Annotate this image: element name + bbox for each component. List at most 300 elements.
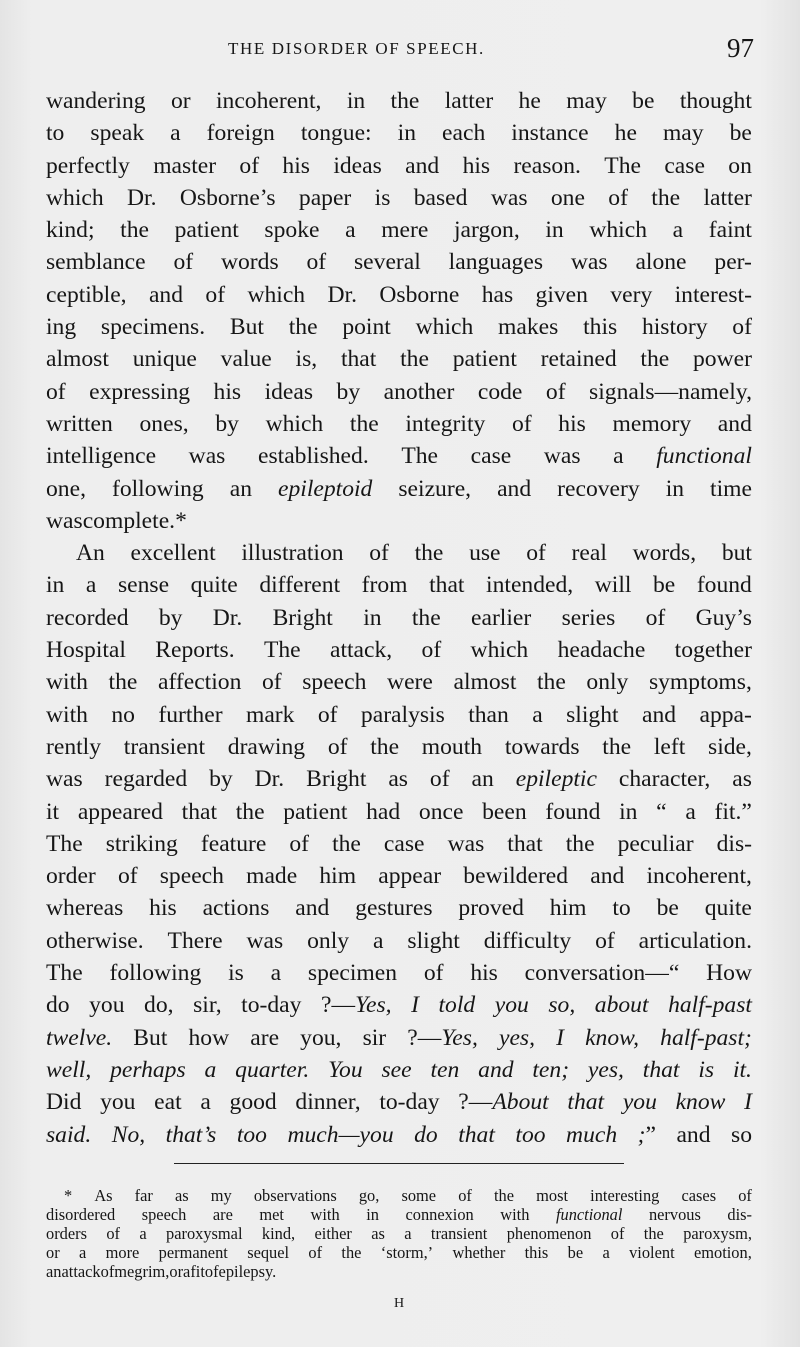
footnote-line xyxy=(46,1205,752,1224)
word: perhaps xyxy=(110,1056,186,1083)
text-line xyxy=(46,699,752,731)
word: excellent xyxy=(130,540,216,567)
word: of xyxy=(261,669,282,696)
word: words xyxy=(220,249,279,276)
word: ;” xyxy=(637,1121,656,1148)
word: Dr. xyxy=(127,184,157,211)
word: the xyxy=(602,733,632,760)
word: wandering xyxy=(46,88,146,114)
word: and xyxy=(148,281,184,308)
text-line xyxy=(46,828,752,860)
word: speech xyxy=(141,1205,187,1224)
word: an xyxy=(46,1262,62,1281)
word: drawing xyxy=(227,733,306,760)
word: Osborne’s xyxy=(179,184,276,211)
word: Bright xyxy=(306,766,367,793)
word: and xyxy=(405,152,440,179)
word: of xyxy=(738,1186,752,1205)
word: disordered xyxy=(46,1205,116,1224)
word: which xyxy=(470,637,529,664)
word: bewildered xyxy=(463,863,569,890)
word: which xyxy=(265,410,324,437)
word: headache xyxy=(557,637,646,664)
text-line xyxy=(46,473,752,505)
word: in xyxy=(397,120,417,147)
word: yes, xyxy=(498,1024,535,1051)
word: megrim, xyxy=(114,1262,170,1281)
text-line xyxy=(46,537,752,569)
word: regarded xyxy=(104,766,188,793)
word: side, xyxy=(708,733,752,760)
word: is xyxy=(698,1056,715,1083)
word: more xyxy=(105,1243,140,1262)
text-line xyxy=(46,602,752,634)
word: sequel xyxy=(247,1243,290,1262)
word: that xyxy=(567,1089,605,1116)
word: tongue: xyxy=(300,120,372,147)
word: you xyxy=(89,992,125,1019)
word: know, xyxy=(585,1024,640,1051)
word: in xyxy=(366,1205,379,1224)
word: the xyxy=(400,346,429,373)
word: you xyxy=(622,1089,657,1116)
word: whether xyxy=(452,1243,506,1262)
word: signals—namely, xyxy=(589,378,752,405)
text-line xyxy=(46,246,752,278)
word: latter xyxy=(703,184,752,211)
word: and xyxy=(641,701,677,728)
word: which xyxy=(589,217,648,244)
word: functional xyxy=(555,1205,623,1224)
word: kind; xyxy=(46,217,95,244)
word: case xyxy=(664,152,705,179)
text-line xyxy=(46,860,752,892)
word: thought xyxy=(679,88,752,114)
text-line xyxy=(46,150,752,182)
word: ten; xyxy=(532,1056,570,1083)
word: of xyxy=(458,1186,472,1205)
word: said. xyxy=(46,1121,92,1148)
word: emotion, xyxy=(693,1243,752,1262)
word: of xyxy=(289,830,310,857)
word: or xyxy=(169,1262,184,1281)
word: do xyxy=(414,1121,438,1148)
text-line xyxy=(46,1054,752,1086)
word: had xyxy=(366,798,401,825)
word: epilepsy. xyxy=(218,1262,277,1281)
word: interesting xyxy=(590,1186,660,1205)
word: a xyxy=(270,960,282,987)
word: per- xyxy=(714,249,752,276)
word: once xyxy=(418,798,464,825)
word: mouth xyxy=(421,733,483,760)
word: ?—Yes, xyxy=(320,992,392,1019)
word: do xyxy=(46,992,70,1019)
word: as xyxy=(388,766,408,793)
word: Did xyxy=(46,1089,82,1116)
word: each xyxy=(442,120,486,147)
word: jargon, xyxy=(453,217,520,244)
word: a xyxy=(183,1262,191,1281)
word: different xyxy=(259,572,341,599)
footnote xyxy=(46,1186,752,1281)
word: with xyxy=(310,1205,340,1224)
word: languages xyxy=(448,249,544,276)
word: how xyxy=(188,1024,230,1051)
word: a xyxy=(372,927,384,954)
word: ing xyxy=(46,314,77,341)
word: by xyxy=(215,410,239,437)
word: only xyxy=(307,927,350,954)
word: and xyxy=(478,1056,514,1083)
word: of xyxy=(308,1243,323,1262)
word: which xyxy=(415,314,474,341)
word: ?—About xyxy=(458,1089,549,1116)
word: patient xyxy=(174,217,239,244)
word: The xyxy=(401,443,439,470)
word: ceptible, xyxy=(46,281,127,308)
word: no xyxy=(111,701,135,728)
word: half-past xyxy=(668,992,752,1019)
word: were xyxy=(387,669,433,696)
word: power xyxy=(693,346,752,373)
word: specimens. xyxy=(100,314,206,341)
word: much xyxy=(566,1121,618,1148)
word: symptoms, xyxy=(648,669,752,696)
word: which xyxy=(46,184,104,211)
text-line xyxy=(46,666,752,698)
text-line xyxy=(46,1119,752,1151)
word: permanent xyxy=(158,1243,228,1262)
word: left xyxy=(653,733,686,760)
word: latter xyxy=(444,88,494,114)
word: the xyxy=(536,669,566,696)
text-line xyxy=(46,440,752,472)
word: was xyxy=(46,507,83,534)
word: my xyxy=(210,1186,232,1205)
word: the xyxy=(411,604,441,631)
word: the xyxy=(640,346,670,373)
text-line xyxy=(46,214,752,246)
page-header xyxy=(46,33,754,76)
word: slight xyxy=(566,701,619,728)
word: to-day xyxy=(379,1089,440,1116)
word: in xyxy=(363,604,382,631)
word: patient xyxy=(452,346,517,373)
word: to xyxy=(612,895,631,922)
word: feature xyxy=(200,830,267,857)
text-line xyxy=(46,569,752,601)
word: striking xyxy=(105,830,178,857)
word: that xyxy=(340,346,377,373)
word: of xyxy=(645,604,666,631)
text-line xyxy=(46,925,752,957)
word: was xyxy=(570,249,608,276)
word: the xyxy=(390,88,420,114)
word: kind, xyxy=(261,1224,296,1243)
word: the xyxy=(349,410,379,437)
word: is xyxy=(374,184,391,211)
word: As xyxy=(94,1186,113,1205)
word: whereas xyxy=(46,895,124,922)
text-line xyxy=(46,1086,752,1118)
text-line xyxy=(46,85,752,117)
word: towards xyxy=(504,733,580,760)
word: may xyxy=(566,88,607,114)
word: you xyxy=(100,1089,136,1116)
word: to-day xyxy=(241,992,302,1019)
word: that xyxy=(429,572,465,599)
word: slight xyxy=(407,927,460,954)
word: the xyxy=(643,1224,664,1243)
word: further xyxy=(158,701,223,728)
word: connexion xyxy=(405,1205,474,1224)
word: transient xyxy=(430,1224,488,1243)
word: of xyxy=(732,314,752,341)
word: of xyxy=(173,249,194,276)
word: with xyxy=(46,701,88,728)
word: and xyxy=(676,1121,711,1148)
word: mark xyxy=(245,701,295,728)
word: on xyxy=(728,152,752,179)
word: of xyxy=(429,766,450,793)
word: violent xyxy=(629,1243,675,1262)
word: paper xyxy=(298,184,352,211)
word: written xyxy=(46,410,113,437)
word: you, xyxy=(300,1024,342,1051)
word: the xyxy=(565,830,595,857)
word: quarter. xyxy=(235,1056,310,1083)
word: Dr. xyxy=(212,604,243,631)
text-line xyxy=(46,117,752,149)
word: or xyxy=(170,88,191,114)
word: foreign xyxy=(206,120,275,147)
word: ?—Yes, xyxy=(407,1024,478,1051)
word: master xyxy=(153,152,217,179)
word: dis- xyxy=(716,830,752,857)
word: earlier xyxy=(471,604,532,631)
word: of xyxy=(117,863,138,890)
word: recovery xyxy=(557,475,640,502)
word: dinner, xyxy=(295,1089,361,1116)
signature-mark: H xyxy=(394,1296,405,1311)
word: well, xyxy=(46,1056,92,1083)
word: you xyxy=(494,992,529,1019)
word: paroxysm, xyxy=(683,1224,752,1243)
text-line xyxy=(46,182,752,214)
word: his xyxy=(213,378,242,405)
text-line xyxy=(46,957,752,989)
word: memory xyxy=(612,410,692,437)
word: based xyxy=(413,184,468,211)
word: he xyxy=(614,120,637,147)
word: the xyxy=(288,314,318,341)
word: words, xyxy=(632,540,697,567)
text-line xyxy=(46,1022,752,1054)
word: ‘storm,’ xyxy=(380,1243,434,1262)
word: of xyxy=(204,1262,219,1281)
word: that’s xyxy=(165,1121,217,1148)
word: a xyxy=(85,572,97,599)
word: of xyxy=(595,927,615,954)
word: that xyxy=(181,798,218,825)
word: How xyxy=(706,960,752,987)
word: case xyxy=(383,830,425,857)
text-line xyxy=(46,989,752,1021)
word: was xyxy=(188,443,226,470)
word: “ xyxy=(656,798,667,825)
word: his xyxy=(149,895,177,922)
word: his xyxy=(558,410,586,437)
word: dis- xyxy=(727,1205,752,1224)
word: from xyxy=(361,572,408,599)
word: incoherent, xyxy=(646,863,752,890)
word: I xyxy=(744,1089,752,1116)
word: attack, xyxy=(329,637,393,664)
word: paralysis xyxy=(360,701,445,728)
word: I xyxy=(556,1024,564,1051)
word: retained xyxy=(540,346,617,373)
word: some xyxy=(401,1186,437,1205)
word: in xyxy=(46,572,65,599)
word: sense xyxy=(117,572,170,599)
word: mere xyxy=(381,217,429,244)
word: of xyxy=(511,410,532,437)
word: case xyxy=(470,443,512,470)
word: a xyxy=(685,798,696,825)
text-line xyxy=(46,279,752,311)
word: faint xyxy=(708,217,752,244)
word: appear xyxy=(378,863,442,890)
word: only xyxy=(586,669,629,696)
word: found xyxy=(545,798,601,825)
word: has xyxy=(481,281,514,308)
word: appeared xyxy=(77,798,163,825)
word: a xyxy=(602,1243,610,1262)
word: time xyxy=(710,475,752,502)
word: of xyxy=(239,152,260,179)
word: You xyxy=(328,1056,363,1083)
word: his xyxy=(462,152,491,179)
word: seizure, xyxy=(398,475,472,502)
word: speech xyxy=(159,863,224,890)
running-head: THE DISORDER OF SPEECH. xyxy=(228,39,485,58)
word: the xyxy=(414,540,444,567)
word: ten xyxy=(430,1056,460,1083)
word: conversation—“ xyxy=(524,960,680,987)
word: Guy’s xyxy=(695,604,752,631)
word: met xyxy=(259,1205,284,1224)
word: a xyxy=(672,217,684,244)
footnote-line xyxy=(46,1243,752,1262)
word: by xyxy=(336,378,361,405)
word: But xyxy=(133,1024,168,1051)
word: be xyxy=(652,572,676,599)
word: as xyxy=(175,1186,189,1205)
word: know xyxy=(675,1089,726,1116)
text-line xyxy=(46,311,752,343)
word: that xyxy=(507,830,543,857)
text-line xyxy=(46,376,752,408)
word: him xyxy=(319,863,357,890)
word: than xyxy=(468,701,509,728)
word: intelligence xyxy=(46,443,157,470)
word: the xyxy=(493,1186,515,1205)
word: of xyxy=(205,281,226,308)
word: and xyxy=(590,863,625,890)
word: the xyxy=(651,184,681,211)
word: quite xyxy=(190,572,238,599)
word: of xyxy=(608,184,628,211)
word: I xyxy=(411,992,419,1019)
word: the xyxy=(235,798,265,825)
word: are xyxy=(250,1024,280,1051)
word: interest- xyxy=(674,281,752,308)
word: to xyxy=(46,120,65,147)
word: a xyxy=(532,701,543,728)
word: as xyxy=(732,766,752,793)
word: he xyxy=(518,88,541,114)
word: of xyxy=(526,540,546,567)
word: yes, xyxy=(587,1056,624,1083)
word: told xyxy=(438,992,476,1019)
word: following xyxy=(109,960,202,987)
word: given xyxy=(535,281,588,308)
word: was xyxy=(246,927,284,954)
word: epileptoid xyxy=(278,475,373,502)
word: one, xyxy=(46,475,86,502)
word: articulation. xyxy=(638,927,752,954)
word: Bright xyxy=(272,604,333,631)
word: history xyxy=(641,314,708,341)
word: attack xyxy=(61,1262,101,1281)
word: it. xyxy=(732,1056,752,1083)
word: either xyxy=(314,1224,352,1243)
word: be xyxy=(729,120,752,147)
word: established. xyxy=(257,443,369,470)
word: are xyxy=(212,1205,233,1224)
word: Dr. xyxy=(327,281,357,308)
word: so, xyxy=(548,992,576,1019)
word: most xyxy=(536,1186,569,1205)
word: alone xyxy=(635,249,687,276)
footnote-rule xyxy=(174,1163,624,1164)
word: epileptic xyxy=(515,766,597,793)
word: speech xyxy=(302,669,367,696)
word: The xyxy=(263,637,301,664)
word: semblance xyxy=(46,249,146,276)
word: of xyxy=(317,701,338,728)
word: fit.” xyxy=(714,798,752,825)
text-line xyxy=(46,892,752,924)
word: by xyxy=(209,766,233,793)
word: in xyxy=(619,798,638,825)
word: a xyxy=(139,1224,147,1243)
word: this xyxy=(524,1243,549,1262)
text-line xyxy=(46,731,752,763)
word: incoherent, xyxy=(215,88,322,114)
word: a xyxy=(79,1243,87,1262)
body-text xyxy=(46,85,752,1151)
word: observations xyxy=(253,1186,337,1205)
word: otherwise. xyxy=(46,927,144,954)
word: reason. xyxy=(513,152,581,179)
word: of xyxy=(369,540,389,567)
word: ones, xyxy=(139,410,189,437)
word: of xyxy=(306,249,327,276)
word: several xyxy=(354,249,421,276)
word: is, xyxy=(295,346,318,373)
